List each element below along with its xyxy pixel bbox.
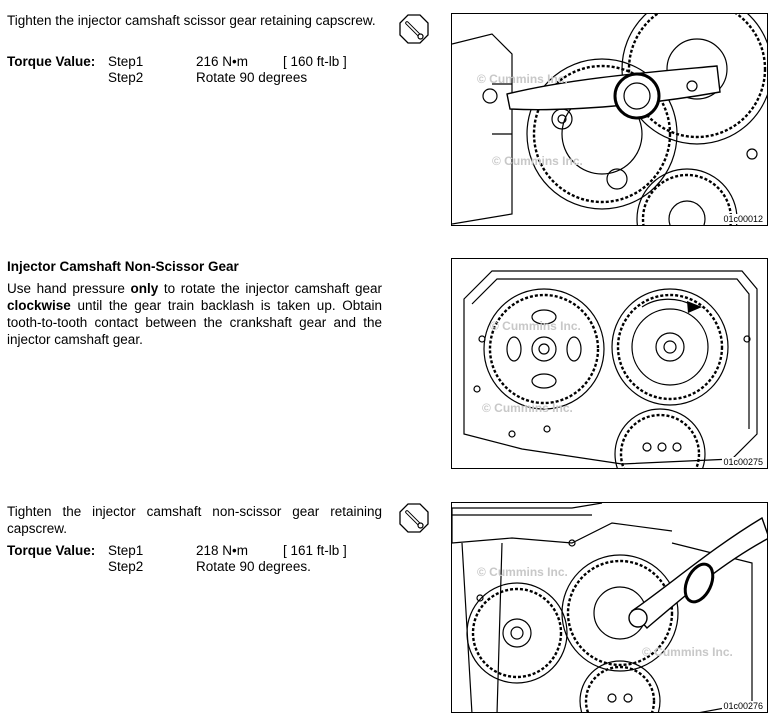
figure-watermark: © Cummins Inc. (642, 645, 733, 659)
figure-non-scissor-gear-torque (451, 502, 768, 713)
figure-scissor-gear-torque (451, 13, 768, 226)
torque-step2-value: Rotate 90 degrees (196, 70, 308, 85)
section-heading: Injector Camshaft Non-Scissor Gear (7, 259, 239, 274)
torque-step1-value: 216 N•m (196, 54, 248, 69)
step1-torque-table (7, 53, 382, 87)
step3-torque-table (7, 542, 382, 576)
figure-watermark: © Cummins Inc. (477, 565, 568, 579)
torque-step1-name: Step1 (108, 543, 144, 558)
torque-step1-units: [ 161 ft-lb ] (283, 543, 347, 558)
figure-watermark: © Cummins Inc. (492, 154, 583, 168)
figure-id: 01c00012 (723, 214, 763, 224)
step2-emphasis-clockwise: clockwise (7, 298, 71, 313)
step3-instruction: Tighten the injector camshaft non-scissor gear retaining capscrew. (7, 504, 382, 536)
step2-text: Use hand pressure (7, 281, 131, 296)
figure-watermark: © Cummins Inc. (490, 319, 581, 333)
figure-watermark: © Cummins Inc. (482, 401, 573, 415)
torque-value-label: Torque Value: (7, 543, 96, 558)
torque-step2-value: Rotate 90 degrees. (196, 559, 311, 574)
torque-step2-name: Step2 (108, 559, 144, 574)
gear-train-illustration (452, 259, 768, 469)
torque-wrench-icon (399, 503, 429, 533)
scissor-gear-illustration (452, 14, 768, 226)
torque-wrench-icon (399, 14, 429, 44)
figure-watermark: © Cummins Inc. (477, 72, 568, 86)
step2-text: to rotate the injector camshaft gear (158, 281, 382, 296)
torque-value-label: Torque Value: (7, 54, 96, 69)
step1-instruction: Tighten the injector camshaft scissor gear retaining capscrew. (7, 13, 376, 28)
step2-instruction (7, 280, 382, 348)
torque-step1-value: 218 N•m (196, 543, 248, 558)
figure-non-scissor-gear (451, 258, 768, 469)
figure-id: 01c00275 (723, 457, 763, 467)
torque-step1-units: [ 160 ft-lb ] (283, 54, 347, 69)
engine-gear-torque-illustration (452, 503, 768, 713)
figure-id: 01c00276 (723, 701, 763, 711)
torque-step1-name: Step1 (108, 54, 144, 69)
torque-step2-name: Step2 (108, 70, 144, 85)
step2-text: until the gear train backlash is taken up. Obtain tooth-to-tooth contact between the crankshaft gear and the injector camshaft gear. (7, 298, 382, 347)
step2-emphasis-only: only (130, 281, 159, 296)
